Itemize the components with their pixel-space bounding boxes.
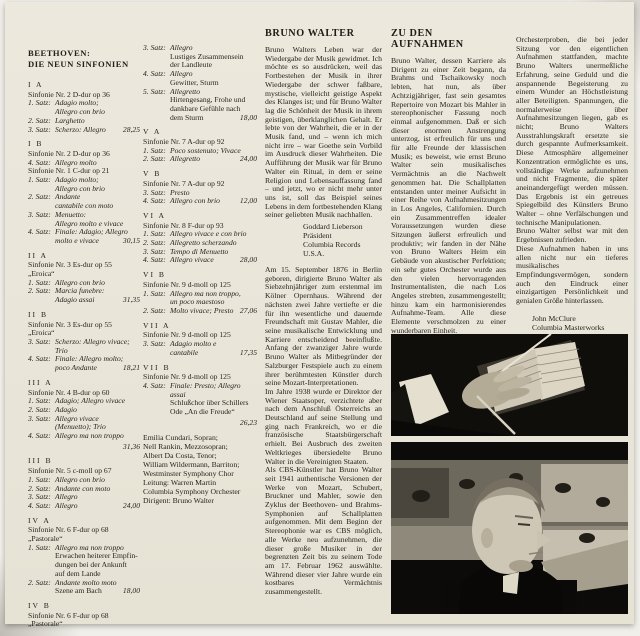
- listing-section: [28, 517, 140, 596]
- movement-label: 2. Satz:: [143, 154, 166, 164]
- movement-label: 3. Satz:: [143, 246, 166, 256]
- photo-block: [391, 334, 628, 614]
- duration: 24,00: [239, 154, 257, 164]
- movement-line: Allegro 24,00: [55, 500, 140, 510]
- movement-line: Gewitter, Sturm: [170, 77, 219, 87]
- movement-row: [143, 290, 257, 307]
- signature: [516, 314, 628, 332]
- movement-line: dem Sturm 18,00: [170, 112, 257, 122]
- duration-line: 31,36: [122, 441, 140, 451]
- duration: 17,35: [239, 347, 257, 357]
- movement-label: 4. Satz:: [143, 196, 166, 206]
- movement-row: [28, 228, 140, 245]
- movement-line: dungen bei der Ankunft: [55, 560, 127, 570]
- movement-line: auf dem Lande: [55, 568, 101, 578]
- work-title: Sinfonie Nr. 7 A-dur op 92: [143, 137, 225, 147]
- movement-label: 4. Satz:: [28, 500, 51, 510]
- movement-label: 3. Satz:: [28, 336, 51, 346]
- paragraph: Im Jahre 1938 wurde er Direktor der Wiener Staatsoper, verzichtete aber nach dem Anschluß Österreichs an Deutschland auf seine Stellung und ging nach Frankreich, wo er die französische Staatsbürgerschaft erhielt. Bei Ausbruch des zweiten Weltkrieges übersiedelte Bruno Walter in die Vereinigten Staaten.: [265, 386, 382, 466]
- movement-label: 1. Satz:: [28, 98, 51, 108]
- movement-row: [143, 155, 257, 164]
- movement-line: Erwachen heiterer Empfin-: [55, 551, 138, 561]
- side-label: V A: [143, 127, 162, 137]
- movement-row: [143, 382, 257, 417]
- movement-label: 3. Satz:: [28, 209, 51, 219]
- duration: 27,06: [239, 305, 257, 315]
- performer-line: Westminster Symphony Chor: [143, 469, 234, 479]
- listing-section: [28, 602, 140, 629]
- movement-label: 1. Satz:: [143, 288, 166, 298]
- movement-label: 1. Satz:: [28, 542, 51, 552]
- listing-section: [28, 379, 140, 452]
- movement-label: 1. Satz:: [28, 474, 51, 484]
- movement-row: [28, 544, 140, 579]
- movement-label: 1. Satz:: [28, 396, 51, 406]
- movement-label: 4. Satz:: [28, 227, 51, 237]
- movement-line: molto e vivace 30,15: [55, 235, 140, 245]
- work-title: „Eroica“: [28, 269, 55, 279]
- side-label: VI B: [143, 270, 166, 280]
- signature-line: Goddard Lieberson: [303, 222, 363, 232]
- movement-line: Allegro con brio: [55, 107, 105, 117]
- signature-line: Präsident: [303, 231, 332, 241]
- work-title: Sinfonie Nr. 1 C-dur op 21: [28, 166, 110, 176]
- movement-line: Adagio assai 31,35: [55, 295, 140, 305]
- movement-row: [143, 197, 257, 206]
- movement-label: 4. Satz:: [143, 255, 166, 265]
- listing-section: [143, 364, 257, 428]
- side-label: III A: [28, 377, 53, 387]
- track-listing-right: [143, 44, 257, 427]
- movement-line: Allegretto: [170, 86, 201, 96]
- movement-line: Allegretto scherzando: [170, 238, 237, 248]
- performer-line: Leitung: Warren Martin: [143, 477, 217, 487]
- movement-line: poco Andante 18,21: [55, 363, 140, 373]
- movement-label: 3. Satz:: [143, 187, 166, 197]
- movement-line: Allegro ma non troppo: [55, 431, 124, 441]
- movement-line: Finale: Allegro molto;: [55, 354, 124, 364]
- duration: 18,00: [122, 586, 140, 596]
- signature: [265, 222, 382, 258]
- movement-line: Allegro vivace: [55, 413, 99, 423]
- album-title-line1: BEETHOVEN:: [28, 48, 91, 58]
- movement-row: [28, 211, 140, 228]
- listing-section: [143, 271, 257, 316]
- performer-line: Albert Da Costa, Tenor;: [143, 451, 217, 461]
- movement-line: Allegro con brio: [55, 474, 105, 484]
- paragraph: Bruno Walter selbst war mit den Ergebnissen zufrieden.: [516, 226, 628, 245]
- essay-heading-zu-den-aufnahmen: ZU DEN AUFNAHMEN: [391, 28, 464, 50]
- movement-line: Tempo di Menuetto: [170, 246, 229, 256]
- paragraph: Orchesterproben, die bei jeder Sitzung vor den eigentlichen Aufnahmen stattfanden, machte Bruno Walters unermeßliche Erfahrung, seine Geduld und die anspannende Begeisterung zu einem Wunder an Höchstleistung aller Beteiligten. Spannungen, die normalerweise über Aufnahmesitzungen liegen, gab es nicht; Bruno Walters Ausstrahlungskraft ersetzte sie durch gespannte Aufmerksamkeit. Diese Atmosphäre allgemeiner Konzentration ermöglichte es uns, vollständige Werke aufzunehmen und nicht Fragmente, die später aneinandergefügt werden müssen. Das Ergebnis ist ein getreues Spiegelbild des Künstlers Bruno Walter – ohne Verfälschungen und technische Manipulationen.: [516, 35, 628, 227]
- photo-bruno-walter-portrait: [391, 442, 628, 614]
- work-title: „Pastorale“: [28, 619, 63, 629]
- movement-line: Molto vivace; Presto 27,06: [170, 305, 257, 315]
- movement-row: [28, 126, 140, 135]
- movement-line: Allegro ma non troppo,: [170, 288, 241, 298]
- movement-line: Allegro: [170, 69, 193, 79]
- movement-row: [28, 502, 140, 511]
- essay-bruno-walter-body: [265, 46, 382, 597]
- movement-row: [143, 340, 257, 357]
- work-title: Sinfonie Nr. 9 d-moll op 125: [143, 279, 231, 289]
- movement-label: 3. Satz:: [143, 339, 166, 349]
- movement-label: 1. Satz:: [143, 145, 166, 155]
- movement-line: cantabile con moto: [55, 201, 114, 211]
- side-label: VII B: [143, 362, 171, 372]
- performer-line: Dirigent: Bruno Walter: [143, 495, 214, 505]
- duration: 30,15: [122, 235, 140, 245]
- movement-line: Allegro con brio 12,00: [170, 196, 257, 206]
- track-listing-left: [28, 81, 140, 629]
- paragraph: Als CBS-Künstler hat Bruno Walter seit 1941 authentische Versionen der Werke von Mozart, Schubert, Bruckner und Mahler, sowie den Zyklus der Beethoven- und Brahms-Symphonien auf Schallplatten aufgenommen. Mit dem Beginn der Stereophonie war es CBS möglich, alle Werke neu aufzunehmen, die dieser große Musiker in der begrenzten Zeit bis zu seinem Tode am 17. Februar 1962 auswählte. Während dieser vier Jahre wurde ein kostbares Vermächtnis zusammengestellt.: [265, 465, 382, 597]
- listing-section: [143, 212, 257, 265]
- movement-row: [28, 99, 140, 116]
- duration-line: 26,23: [239, 417, 257, 427]
- movement-line: Adagio; Allegro vivace: [55, 396, 126, 406]
- movement-label: 2. Satz:: [143, 305, 166, 315]
- work-title: Sinfonie Nr. 2 D-dur op 36: [28, 148, 110, 158]
- listing-section: [143, 128, 257, 164]
- side-label: VI A: [143, 210, 166, 220]
- listing-section: [28, 457, 140, 510]
- movement-row: [28, 432, 140, 441]
- essay-zu-den-aufnahmen: [391, 28, 506, 336]
- movement-row: [28, 355, 140, 372]
- movement-label: 5. Satz:: [143, 86, 166, 96]
- paragraph: Am 15. September 1876 in Berlin geboren, dirigierte Bruno Walter als Siebzehnjähriger zum erstenmal im Kölner Opernhaus. Während der nächsten zwei Jahre vertiefte er die für ihn wesentliche und dauernde Freundschaft mit Gustav Mahler, die seine musikalische Entwicklung und Karriere entscheidend beeinflußte. Anfang der zwanziger Jahre wurde Bruno Walter als Mitbegründer der Salzburger Festspiele auch zu einem ihrer berühmtesten Künstler durch seine Mozart-Interpretationen.: [265, 265, 382, 388]
- side-label: I B: [28, 139, 44, 149]
- side-label: II B: [28, 309, 49, 319]
- side-label: III B: [28, 456, 53, 466]
- paragraph: Bruno Walter, dessen Karriere als Dirigent zu einer Zeit begann, da Brahms und Tschaikowsky noch lebten, hat nun, als über Achtzigjähriger, fast sein gesamtes Repertoire von Mozart bis Mahler in stereophonischer Fassung noch einmal aufgenommen. Daß er sich dieser enormen Anstrengung unterzog, ist erfreulich für uns und für alle Freunde der klassischen Musik; es beweist, wie ernst Bruno Walter sein musikalisches Vermächtnis an die Nachwelt genommen hat. Die Schallplatten entstanden unter meiner Aufsicht in einer Reihe von Aufnahmesitzungen in Los Angeles, Californien. Durch ein Zusammentreffen idealer Voraussetzungen wurden diese Sitzungen äußerst erfreulich und produktiv; wir fanden in der Nähe von Bruno Walters Heim ein Gebäude von akustischer Perfektion; ein sehr gutes Orchester wurde aus den vielen hervorragenden Instrumentalisten, die nach Los Angeles strebten, zusammengestellt; hinzu kam ein harmonisierendes Aufnahme-Team. Alle diese Elemente verschmolzen zu einer wunderbaren Einheit.: [391, 56, 506, 335]
- movement-label: 1. Satz:: [28, 277, 51, 287]
- performers-credits: [143, 434, 257, 505]
- movement-line: Allegro molto e vivace: [55, 218, 124, 228]
- movement-row: [143, 88, 257, 123]
- listing-section: [143, 170, 257, 206]
- side-label: VII A: [143, 320, 171, 330]
- movement-line: Presto: [170, 187, 190, 197]
- listing-section: [143, 322, 257, 358]
- side-label: V B: [143, 169, 162, 179]
- essay-heading-bruno-walter: BRUNO WALTER: [265, 28, 355, 39]
- movement-label: 2. Satz:: [28, 483, 51, 493]
- album-title: [28, 48, 140, 70]
- movement-row: [28, 415, 140, 432]
- movement-line: Menuetto:: [55, 209, 87, 219]
- movement-label: 2. Satz:: [28, 115, 51, 125]
- duration: 12,00: [239, 196, 257, 206]
- movement-line: Adagio molto e: [170, 339, 217, 349]
- movement-row: [28, 159, 140, 168]
- work-title: Sinfonie Nr. 8 F-dur op 93: [143, 220, 224, 230]
- work-title: Sinfonie Nr. 6 F-dur op 68: [28, 610, 109, 620]
- duration: 24,00: [122, 500, 140, 510]
- movement-line: dankbare Gefühle nach: [170, 103, 241, 113]
- track-listing-column-1: [28, 48, 140, 635]
- movement-line: Allegretto 24,00: [170, 154, 257, 164]
- track-listing-column-2: [143, 44, 257, 506]
- duration: 18,00: [239, 112, 257, 122]
- movement-line: Finale: Presto; Allegro assai: [170, 380, 241, 399]
- movement-line: Marcia funebre:: [55, 286, 105, 296]
- paragraph: Bruno Walters Leben war der Wiedergabe der Musik gewidmet. Ich möchte es so ausdrücken, weil das Fortbestehen der Musik in ihrer Wiedergabe der schwer faßbare, mystische, vielleicht geistige Aspekt des Klanges ist; und für Bruno Walter lag die Schönheit der Musik in ihrem geistigen, überklanglichen Gehalt. Er lebte von der Wahrheit, die er in der Musik fand, und – wenn ich mich nicht irre – war Goethe sein Vorbild im Ausdruck dieser Wahrheiten. Die Aufführung der Musik war für Bruno Walter ein Ritual, in dem er seine Religion und Lebensauffassung fand – und jetzt, wo er nicht mehr unter uns ist, soll das Beispiel seines Lebens in dem fortbestehenden Klang seiner geliebten Musik nachhallen.: [265, 45, 382, 220]
- performer-line: Emilia Cundari, Sopran;: [143, 433, 218, 443]
- work-title: „Eroica“: [28, 328, 55, 338]
- movement-label: 2. Satz:: [28, 286, 51, 296]
- listing-section: [28, 140, 140, 245]
- work-title: Sinfonie Nr. 3 Es-dur op 55: [28, 319, 112, 329]
- movement-row: [143, 70, 257, 87]
- movement-row: [28, 579, 140, 596]
- movement-label: 4. Satz:: [28, 157, 51, 167]
- duration: 28,25: [122, 124, 140, 134]
- work-title: Sinfonie Nr. 6 F-dur op 68: [28, 525, 109, 535]
- listing-section: [28, 311, 140, 373]
- movement-line: un poco maestoso: [170, 297, 225, 307]
- movement-line: Ode „An die Freude“: [170, 407, 235, 417]
- movement-line: Szene am Bach 18,00: [55, 586, 140, 596]
- movement-label: 3. Satz:: [28, 492, 51, 502]
- album-title-line2: DIE NEUN SINFONIEN: [28, 59, 129, 69]
- essay-continuation-column: [516, 36, 628, 340]
- work-title: Sinfonie Nr. 9 d-moll op 125: [143, 372, 231, 382]
- movement-line: Allegro molto: [55, 157, 97, 167]
- performer-line: William Wildermann, Barriton;: [143, 460, 240, 470]
- movement-line: Adagio: [55, 404, 77, 414]
- movement-label: 3. Satz:: [28, 413, 51, 423]
- movement-row: [28, 338, 140, 355]
- duration: 28,00: [239, 255, 257, 265]
- side-label: I A: [28, 80, 44, 89]
- essay-bruno-walter: [265, 28, 382, 597]
- work-title: Sinfonie Nr. 9 d-moll op 125: [143, 330, 231, 340]
- movement-line: Allegro: [170, 43, 193, 52]
- movement-row: [28, 193, 140, 210]
- movement-row: [28, 176, 140, 193]
- work-title: Sinfonie Nr. 2 D-dur op 36: [28, 89, 110, 99]
- essay-zu-den-aufnahmen-body: [391, 57, 506, 336]
- work-title: Sinfonie Nr. 7 A-dur op 92: [143, 178, 225, 188]
- movement-row: [143, 256, 257, 265]
- duration: 31,35: [122, 295, 140, 305]
- movement-line: Allegro con brio: [55, 183, 105, 193]
- work-title: Sinfonie Nr. 4 B-dur op 60: [28, 387, 110, 397]
- movement-line: Andante: [55, 192, 81, 202]
- photo-hands-with-score: [391, 334, 628, 436]
- movement-line: Hirtengesang, Frohe und: [170, 95, 246, 105]
- side-label: IV B: [28, 600, 51, 610]
- movement-line: Poco sostenuto; Vivace: [170, 145, 241, 155]
- movement-label: 3. Satz:: [28, 124, 51, 134]
- listing-section: [28, 81, 140, 134]
- paragraph: Diese Aufnahmen haben in uns allen nicht nur ein tieferes musikalisches Empfindungsvermögen, sondern auch den Eindruck einer einzigartigen Persönlichkeit und genialen Größe hinterlassen.: [516, 243, 628, 306]
- performer-line: Nell Rankin, Mezzosopran;: [143, 442, 228, 452]
- movement-line: der Landleute: [170, 60, 212, 70]
- movement-row: [143, 44, 257, 70]
- movement-line: Larghetto: [55, 115, 85, 125]
- movement-line: Trio: [55, 345, 68, 355]
- movement-label: 4. Satz:: [28, 354, 51, 364]
- movement-line: Scherzo: Allegro vivace;: [55, 336, 130, 346]
- listing-section: [28, 252, 140, 305]
- signature-line: John McClure: [532, 313, 576, 323]
- movement-line: Andante molto moto: [55, 577, 117, 587]
- listing-section: [143, 44, 257, 122]
- movement-row: [28, 287, 140, 304]
- movement-line: cantabile 17,35: [170, 347, 257, 357]
- duration: 18,21: [122, 363, 140, 373]
- movement-label: 2. Satz:: [143, 238, 166, 248]
- movement-line: Lustiges Zusammensein: [170, 51, 244, 61]
- movement-label: 2. Satz:: [28, 192, 51, 202]
- movement-line: Finale: Adagio; Allegro: [55, 227, 128, 237]
- signature-line: Columbia Masterworks: [532, 322, 605, 332]
- performer-line: Columbia Symphony Orchester: [143, 486, 241, 496]
- movement-row: [143, 307, 257, 316]
- movement-line: Allegro: [55, 492, 78, 502]
- side-label: II A: [28, 250, 49, 260]
- movement-line: Schlußchor über Schillers: [170, 398, 249, 408]
- movement-line: Andante con moto: [55, 483, 111, 493]
- movement-line: Adagio molto;: [55, 175, 99, 185]
- album-back-cover: [5, 2, 634, 629]
- movement-line: Allegro vivace e con brio: [170, 229, 247, 239]
- movement-line: Allegro con brio: [55, 277, 105, 287]
- movement-line: (Menuetto); Trio: [55, 422, 106, 432]
- movement-line: Scherzo: Allegro 28,25: [55, 124, 140, 134]
- movement-line: Allegro vivace 28,00: [170, 255, 257, 265]
- signature-line: Columbia Records U.S.A.: [303, 240, 361, 259]
- movement-line: Allegro ma non troppo: [55, 542, 124, 552]
- movement-label: 2. Satz:: [28, 577, 51, 587]
- work-title: Sinfonie Nr. 3 Es-dur op 55: [28, 260, 112, 270]
- movement-label: 2. Satz:: [28, 404, 51, 414]
- movement-label: 1. Satz:: [143, 229, 166, 239]
- movement-label: 3. Satz:: [143, 43, 166, 52]
- movement-label: 4. Satz:: [28, 431, 51, 441]
- work-title: Sinfonie Nr. 5 c-moll op 67: [28, 466, 112, 476]
- work-title: „Pastorale“: [28, 534, 63, 544]
- movement-line: Adagio molto;: [55, 98, 99, 108]
- essay-continuation-body: [516, 36, 628, 332]
- movement-label: 4. Satz:: [143, 380, 166, 390]
- movement-label: 4. Satz:: [143, 69, 166, 79]
- side-label: IV A: [28, 515, 51, 525]
- movement-label: 1. Satz:: [28, 175, 51, 185]
